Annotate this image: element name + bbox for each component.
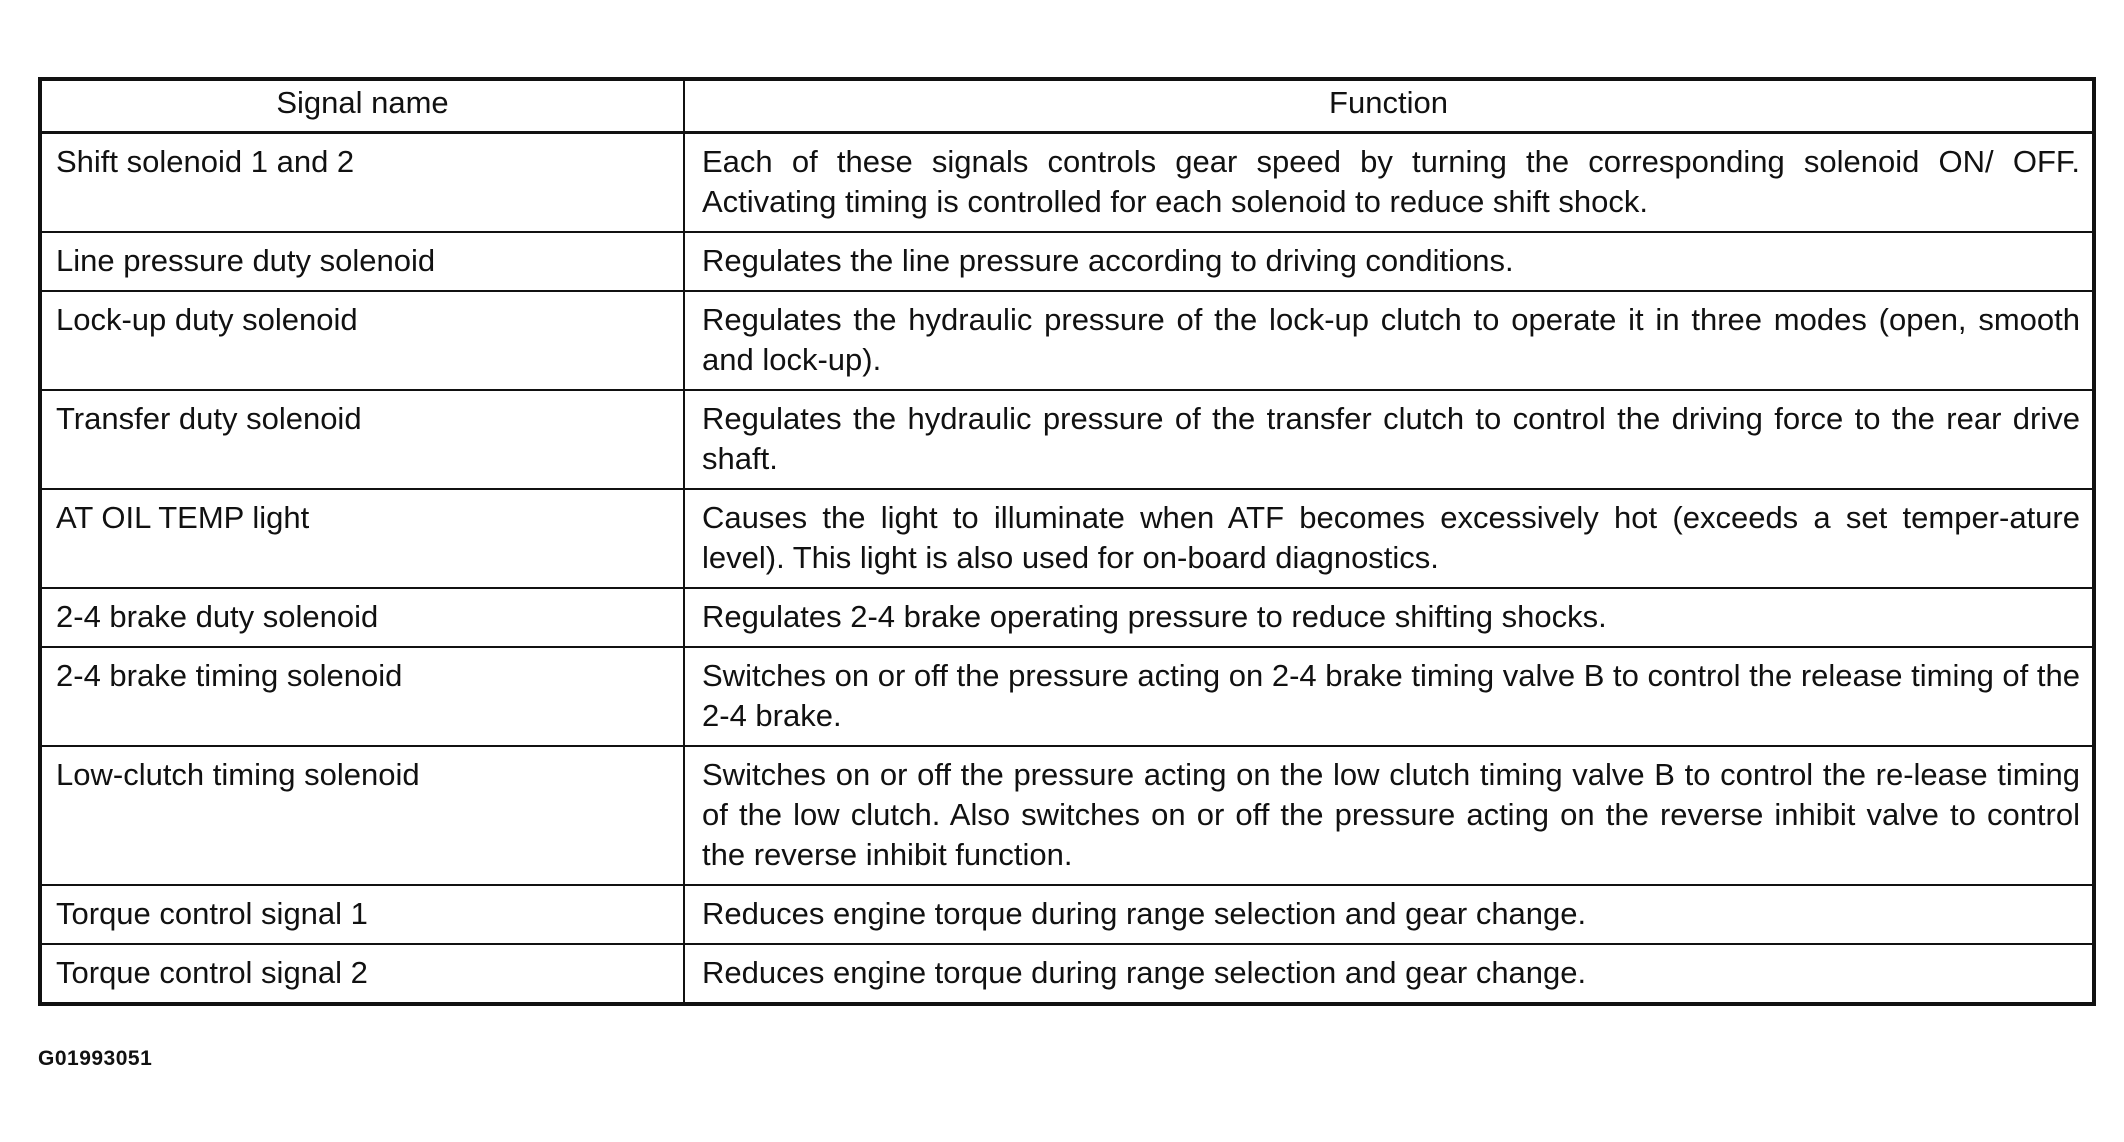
table-row: [40, 746, 2094, 885]
table-row: [40, 390, 2094, 489]
signal-name-cell: 2-4 brake timing solenoid: [40, 647, 684, 746]
signal-function-table: [38, 77, 2096, 1006]
function-cell: Regulates the hydraulic pressure of the transfer clutch to control the driving force to the rear drive shaft.: [684, 390, 2094, 489]
function-cell: Switches on or off the pressure acting on 2-4 brake timing valve B to control the release timing of the 2-4 brake.: [684, 647, 2094, 746]
function-cell: Regulates the line pressure according to driving conditions.: [684, 232, 2094, 291]
header-function: Function: [684, 79, 2094, 133]
table-header-row: [40, 79, 2094, 133]
figure-id-label: G01993051: [38, 1047, 153, 1070]
table-row: [40, 489, 2094, 588]
table-row: [40, 291, 2094, 390]
function-cell: Reduces engine torque during range selection and gear change.: [684, 885, 2094, 944]
signal-name-cell: Lock-up duty solenoid: [40, 291, 684, 390]
signal-name-cell: Shift solenoid 1 and 2: [40, 133, 684, 233]
function-cell: Regulates the hydraulic pressure of the lock-up clutch to operate it in three modes (open, smooth and lock-up).: [684, 291, 2094, 390]
function-cell: Causes the light to illuminate when ATF becomes excessively hot (exceeds a set temper-ature level). This light is also used for on-board diagnostics.: [684, 489, 2094, 588]
function-cell: Each of these signals controls gear speed by turning the corresponding solenoid ON/ OFF. Activating timing is controlled for each solenoid to reduce shift shock.: [684, 133, 2094, 233]
function-cell: Regulates 2-4 brake operating pressure to reduce shifting shocks.: [684, 588, 2094, 647]
table-row: [40, 885, 2094, 944]
table-row: [40, 588, 2094, 647]
header-signal-name: Signal name: [40, 79, 684, 133]
table-row: [40, 647, 2094, 746]
signal-name-cell: AT OIL TEMP light: [40, 489, 684, 588]
signal-name-cell: Line pressure duty solenoid: [40, 232, 684, 291]
function-cell: Reduces engine torque during range selection and gear change.: [684, 944, 2094, 1004]
signal-name-cell: Torque control signal 1: [40, 885, 684, 944]
signal-name-cell: Torque control signal 2: [40, 944, 684, 1004]
table-row: [40, 944, 2094, 1004]
function-cell: Switches on or off the pressure acting on the low clutch timing valve B to control the re-lease timing of the low clutch. Also switches on or off the pressure acting on the reverse inhibit valve to control the reverse inhibit function.: [684, 746, 2094, 885]
table-row: [40, 133, 2094, 233]
signal-name-cell: Low-clutch timing solenoid: [40, 746, 684, 885]
table-row: [40, 232, 2094, 291]
signal-name-cell: Transfer duty solenoid: [40, 390, 684, 489]
signal-name-cell: 2-4 brake duty solenoid: [40, 588, 684, 647]
